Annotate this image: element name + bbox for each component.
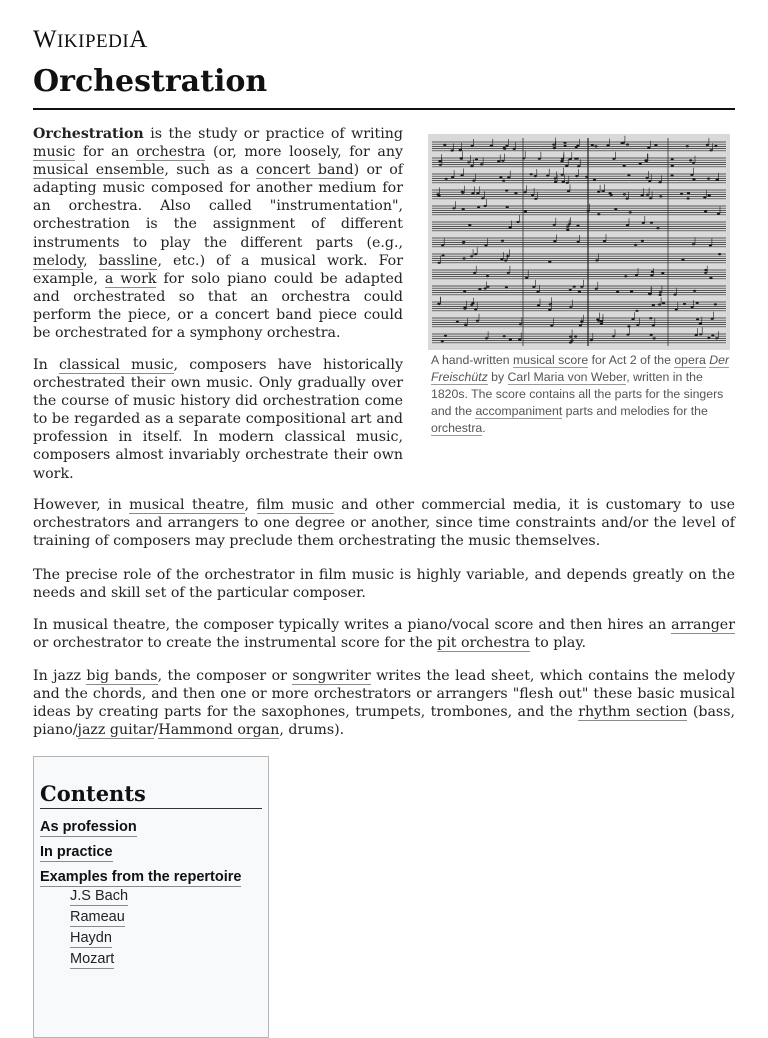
link-orchestra-caption[interactable]: orchestra [431,421,483,435]
link-jazz-guitar[interactable]: jazz guitar [77,722,154,739]
link-orchestra[interactable]: orchestra [136,144,206,161]
text-run: , the composer or [157,668,293,684]
intro-paragraph-2 [33,356,403,483]
text-run: for Act 2 of the [588,353,675,367]
text-run: (or, more loosely, for any [205,144,403,161]
page-title: Orchestration [33,64,268,99]
score-figure [428,134,730,437]
text-run: or orchestrator to create the instrumental score for the [33,635,438,652]
toc-subitem-haydn[interactable]: Haydn [70,930,112,946]
text-run: , written in the 1820s. The score contains all the parts for the singers and the [431,370,724,418]
link-rhythm-section[interactable]: rhythm section [578,704,688,721]
link-arranger[interactable]: arranger [671,617,735,633]
link-pit-orchestra[interactable]: pit orchestra [437,635,530,652]
musical-score-image[interactable] [428,134,730,350]
text-run: is the study or practice of writing [143,126,403,142]
link-carl-maria-von-weber[interactable]: Carl Maria von Weber [507,370,627,384]
link-melody[interactable]: melody [33,252,84,269]
link-music[interactable]: music [33,144,76,161]
text-run: for an [75,144,137,161]
link-concert-band[interactable]: concert band [256,162,354,179]
link-hammond-organ[interactable]: Hammond organ [158,722,280,739]
toc-subitem-rameau[interactable]: Rameau [70,909,125,925]
link-big-bands[interactable]: big bands [86,668,158,684]
text-run: , [83,252,99,269]
text-run: , composers have historically orchestrated their own music. Only gradually over the course of music history did orchestration come to be regarded as a separate compositional art and profession in itself. In modern classical music, composers almost invariably orchestrate their own work. [33,357,403,482]
table-of-contents [33,756,269,1038]
link-accompaniment[interactable]: accompaniment [475,404,563,418]
toc-subitem-js-bach[interactable]: J.S Bach [70,888,129,904]
text-run: . [482,421,486,435]
figure-caption [428,352,730,437]
term-bold: Orchestration [33,126,144,142]
text-run: parts and melodies for the [562,404,708,418]
text-run: , drums). [279,722,345,739]
text-run: by [487,370,508,384]
paragraph-musical-theatre [33,616,735,652]
text-run: In musical theatre, the composer typically writes a piano/vocal score and then hires an [33,617,672,633]
toc-item-as-profession[interactable]: As profession [40,819,137,835]
text-run: , such as a [164,162,257,179]
text-run: (bass, piano/ [33,704,735,739]
link-musical-theatre[interactable]: musical theatre [129,497,245,513]
text-run: ) or of adapting music composed for another medium for an orchestra. Also called "instrumentation", orchestration is the assignment of different instruments to play the different parts (e.g., [33,162,403,251]
wordmark-final: A [129,26,148,53]
link-opera[interactable]: opera [674,353,706,367]
text-run: In jazz [33,668,87,684]
text-run: writes the lead sheet, which contains the melody and the chords, and then one or more orchestrators or arrangers "flesh out" these basic musical ideas by creating parts for the saxophones, trumpets, trombones, and the [33,668,735,721]
paragraph-commercial-media [33,496,735,550]
paragraph-film-music: The precise role of the orchestrator in film music is highly variable, and depends greatly on the needs and skill set of the particular composer. [33,567,735,602]
paragraph-jazz [33,667,735,739]
text-run: However, in [33,497,130,513]
link-film-music[interactable]: film music [256,497,334,513]
toc-subitem-mozart[interactable]: Mozart [70,951,115,967]
link-bassline[interactable]: bassline [98,252,158,269]
text-run: , [244,497,257,513]
text-run: to play. [530,635,586,652]
text-run: , etc.) of a musical work. For example, [33,252,403,287]
wordmark-initial: W [33,26,58,53]
link-musical-ensemble[interactable]: musical ensemble [33,162,165,179]
title-divider [33,108,735,110]
link-a-work[interactable]: a work [104,270,157,287]
toc-title: Contents [40,781,262,809]
text-run: In [33,357,59,373]
link-musical-score[interactable]: musical score [513,353,589,367]
text-run: for solo piano could be adapted and orchestrated so that an orchestra could perform the piece, or a concert band piece could be orchestrated for a symphony orchestra. [33,270,403,342]
intro-paragraph-1 [33,125,403,342]
toc-item-examples[interactable]: Examples from the repertoire [40,869,242,885]
toc-item-in-practice[interactable]: In practice [40,844,113,860]
text-run: A hand-written [431,353,514,367]
link-der-freischutz[interactable]: Der Freischütz [431,353,730,384]
wordmark-middle: IKIPEDI [57,31,130,52]
link-songwriter[interactable]: songwriter [292,668,371,684]
text-run: / [153,722,159,739]
text-run: and other commercial media, it is customary to use orchestrators and arrangers to one degree or another, since time constraints and/or the level of training of composers may preclude them orchestrating the music themselves. [33,497,735,550]
link-classical-music[interactable]: classical music [58,357,174,373]
wikipedia-wordmark[interactable] [33,26,148,54]
